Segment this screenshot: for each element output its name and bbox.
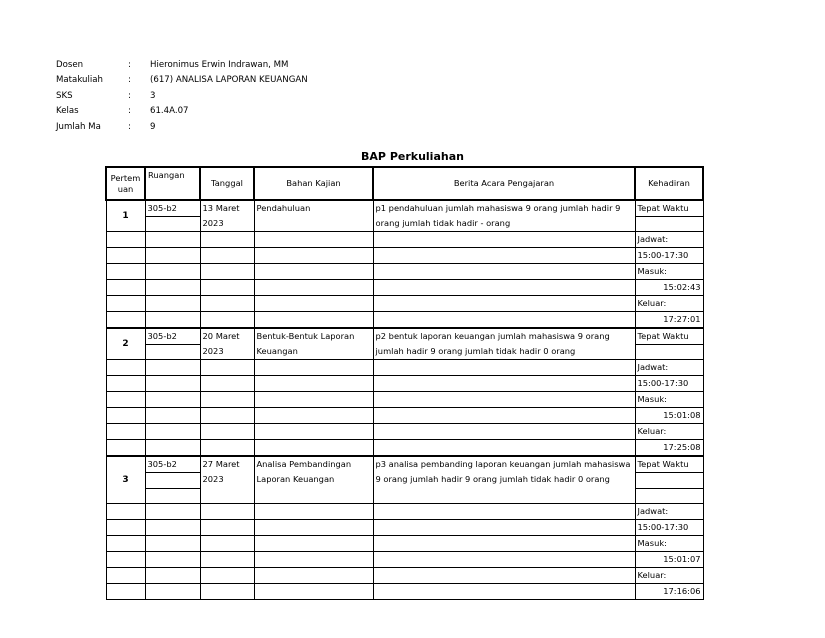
empty-cell [145, 232, 200, 248]
empty-cell [373, 583, 635, 599]
table-row [106, 376, 703, 392]
empty-cell [145, 535, 200, 551]
jadwal-value: 15:00-17:30 [635, 519, 703, 535]
empty-cell [635, 488, 703, 503]
empty-cell [145, 424, 200, 440]
info-row-kelas [56, 104, 308, 120]
empty-cell [106, 535, 145, 551]
empty-cell [200, 535, 254, 551]
empty-cell [145, 392, 200, 408]
empty-cell [254, 440, 373, 457]
info-label: Matakuliah [56, 75, 103, 86]
info-value: Hieronimus Erwin Indrawan, MM [150, 59, 289, 70]
masuk-label: Masuk: [635, 535, 703, 551]
empty-cell [145, 551, 200, 567]
empty-cell [200, 440, 254, 457]
masuk-label: Masuk: [635, 264, 703, 280]
empty-cell [106, 440, 145, 457]
jadwal-value: 15:00-17:30 [635, 248, 703, 264]
berita-acara-cell: p3 analisa pembanding laporan keuangan jumlah mahasiswa 9 orang jumlah hadir 9 orang jumlah tidak hadir 0 orang [373, 456, 635, 503]
empty-cell [373, 503, 635, 519]
keluar-value: 17:16:06 [635, 583, 703, 599]
empty-cell [106, 312, 145, 329]
jadwal-label: Jadwat: [635, 232, 703, 248]
empty-cell [145, 217, 200, 232]
bahan-kajian-cell: Pendahuluan [254, 200, 373, 232]
empty-cell [254, 376, 373, 392]
session-group [106, 328, 703, 456]
empty-cell [254, 392, 373, 408]
empty-cell [200, 503, 254, 519]
empty-cell [200, 519, 254, 535]
tanggal-cell: 13 Maret 2023 [200, 200, 254, 232]
empty-cell [106, 551, 145, 567]
jadwal-label: Jadwat: [635, 360, 703, 376]
empty-cell [254, 424, 373, 440]
kehadiran-status: Tepat Waktu [635, 456, 703, 473]
keluar-label: Keluar: [635, 567, 703, 583]
empty-cell [145, 345, 200, 360]
empty-cell [145, 440, 200, 457]
kehadiran-status: Tepat Waktu [635, 328, 703, 345]
table-row [106, 280, 703, 296]
table-row [106, 328, 703, 345]
empty-cell [254, 232, 373, 248]
info-colon: : [128, 90, 131, 101]
info-value: (617) ANALISA LAPORAN KEUANGAN [150, 75, 308, 86]
table-row [106, 392, 703, 408]
empty-cell [373, 312, 635, 329]
empty-cell [254, 519, 373, 535]
empty-cell [200, 280, 254, 296]
bahan-kajian-cell: Bentuk-Bentuk Laporan Keuangan [254, 328, 373, 360]
empty-cell [373, 264, 635, 280]
berita-acara-cell: p2 bentuk laporan keuangan jumlah mahasiswa 9 orang jumlah hadir 9 orang jumlah tidak hadir 0 orang [373, 328, 635, 360]
table-row [106, 583, 703, 599]
kehadiran-status: Tepat Waktu [635, 200, 703, 217]
empty-cell [145, 360, 200, 376]
table-row [106, 408, 703, 424]
jadwal-value: 15:00-17:30 [635, 376, 703, 392]
table-row [106, 519, 703, 535]
table-row [106, 440, 703, 457]
empty-cell [145, 296, 200, 312]
empty-cell [145, 408, 200, 424]
empty-cell [254, 551, 373, 567]
empty-cell [254, 503, 373, 519]
column-header-pertemuan: Pertem uan [106, 167, 145, 200]
empty-cell [106, 264, 145, 280]
info-row-sks [56, 88, 308, 104]
masuk-label: Masuk: [635, 392, 703, 408]
empty-cell [200, 408, 254, 424]
column-header-bahan-kajian: Bahan Kajian [254, 167, 373, 200]
ruangan-cell: 305-b2 [145, 456, 200, 473]
info-row-jumlah [56, 119, 308, 135]
empty-cell [145, 312, 200, 329]
empty-cell [106, 280, 145, 296]
empty-cell [635, 473, 703, 488]
table-row [106, 551, 703, 567]
empty-cell [106, 248, 145, 264]
empty-cell [200, 583, 254, 599]
empty-cell [373, 296, 635, 312]
empty-cell [106, 296, 145, 312]
tanggal-cell: 27 Maret 2023 [200, 456, 254, 503]
info-label: SKS [56, 90, 73, 101]
empty-cell [254, 296, 373, 312]
empty-cell [145, 503, 200, 519]
table-row [106, 360, 703, 376]
tanggal-cell: 20 Maret 2023 [200, 328, 254, 360]
empty-cell [373, 392, 635, 408]
masuk-value: 15:01:07 [635, 551, 703, 567]
table-row [106, 424, 703, 440]
empty-cell [200, 392, 254, 408]
session-group [106, 456, 703, 599]
empty-cell [145, 248, 200, 264]
jadwal-label: Jadwat: [635, 503, 703, 519]
info-value: 3 [150, 90, 156, 101]
empty-cell [106, 408, 145, 424]
empty-cell [254, 248, 373, 264]
table-row [106, 296, 703, 312]
empty-cell [106, 583, 145, 599]
info-label: Dosen [56, 59, 84, 70]
table-row [106, 232, 703, 248]
empty-cell [106, 392, 145, 408]
column-header-ruangan: Ruangan [145, 167, 200, 200]
info-colon: : [128, 121, 131, 132]
info-label: Kelas [56, 106, 79, 117]
empty-cell [106, 376, 145, 392]
empty-cell [373, 376, 635, 392]
empty-cell [373, 519, 635, 535]
table-row [106, 456, 703, 473]
column-header-berita-acara: Berita Acara Pengajaran [373, 167, 635, 200]
empty-cell [200, 296, 254, 312]
empty-cell [254, 567, 373, 583]
table-row [106, 535, 703, 551]
table-row [106, 200, 703, 217]
table-header-row [106, 167, 703, 200]
empty-cell [145, 583, 200, 599]
empty-cell [145, 376, 200, 392]
empty-cell [145, 280, 200, 296]
empty-cell [373, 232, 635, 248]
table-row [106, 312, 703, 329]
ruangan-cell: 305-b2 [145, 328, 200, 345]
page-title: BAP Perkuliahan [361, 150, 464, 163]
empty-cell [106, 360, 145, 376]
info-row-dosen [56, 57, 308, 73]
empty-cell [254, 583, 373, 599]
bahan-kajian-cell: Analisa Pembandingan Laporan Keuangan [254, 456, 373, 503]
empty-cell [254, 312, 373, 329]
empty-cell [106, 567, 145, 583]
empty-cell [200, 551, 254, 567]
keluar-value: 17:27:01 [635, 312, 703, 329]
info-colon: : [128, 59, 131, 70]
empty-cell [145, 567, 200, 583]
table-row [106, 248, 703, 264]
empty-cell [200, 232, 254, 248]
info-colon: : [128, 106, 131, 117]
session-number: 2 [106, 328, 145, 360]
session-group [106, 200, 703, 328]
empty-cell [254, 280, 373, 296]
column-header-kehadiran: Kehadiran [635, 167, 703, 200]
empty-cell [145, 264, 200, 280]
empty-cell [373, 567, 635, 583]
berita-acara-cell: p1 pendahuluan jumlah mahasiswa 9 orang jumlah hadir 9 orang jumlah tidak hadir - orang [373, 200, 635, 232]
table-row [106, 503, 703, 519]
empty-cell [200, 376, 254, 392]
empty-cell [635, 345, 703, 360]
keluar-label: Keluar: [635, 424, 703, 440]
empty-cell [106, 519, 145, 535]
empty-cell [106, 424, 145, 440]
empty-cell [373, 408, 635, 424]
empty-cell [254, 360, 373, 376]
table-row [106, 567, 703, 583]
masuk-value: 15:01:08 [635, 408, 703, 424]
empty-cell [200, 360, 254, 376]
table-row [106, 264, 703, 280]
empty-cell [200, 424, 254, 440]
empty-cell [145, 473, 200, 488]
empty-cell [635, 217, 703, 232]
empty-cell [200, 264, 254, 280]
empty-cell [254, 535, 373, 551]
info-colon: : [128, 75, 131, 86]
empty-cell [254, 408, 373, 424]
empty-cell [373, 440, 635, 457]
empty-cell [373, 248, 635, 264]
empty-cell [373, 551, 635, 567]
empty-cell [373, 360, 635, 376]
empty-cell [145, 488, 200, 503]
session-number: 3 [106, 456, 145, 503]
bap-table [105, 166, 704, 600]
ruangan-cell: 305-b2 [145, 200, 200, 217]
info-value: 61.4A.07 [150, 106, 189, 117]
column-header-tanggal: Tanggal [200, 167, 254, 200]
info-value: 9 [150, 121, 156, 132]
keluar-label: Keluar: [635, 296, 703, 312]
keluar-value: 17:25:08 [635, 440, 703, 457]
empty-cell [200, 312, 254, 329]
empty-cell [106, 232, 145, 248]
empty-cell [373, 535, 635, 551]
session-number: 1 [106, 200, 145, 232]
empty-cell [200, 567, 254, 583]
empty-cell [373, 424, 635, 440]
empty-cell [200, 248, 254, 264]
empty-cell [373, 280, 635, 296]
info-label: Jumlah Ma [56, 121, 101, 132]
lecture-info-header [56, 57, 308, 135]
info-row-matakuliah [56, 73, 308, 89]
empty-cell [106, 503, 145, 519]
empty-cell [145, 519, 200, 535]
empty-cell [254, 264, 373, 280]
masuk-value: 15:02:43 [635, 280, 703, 296]
